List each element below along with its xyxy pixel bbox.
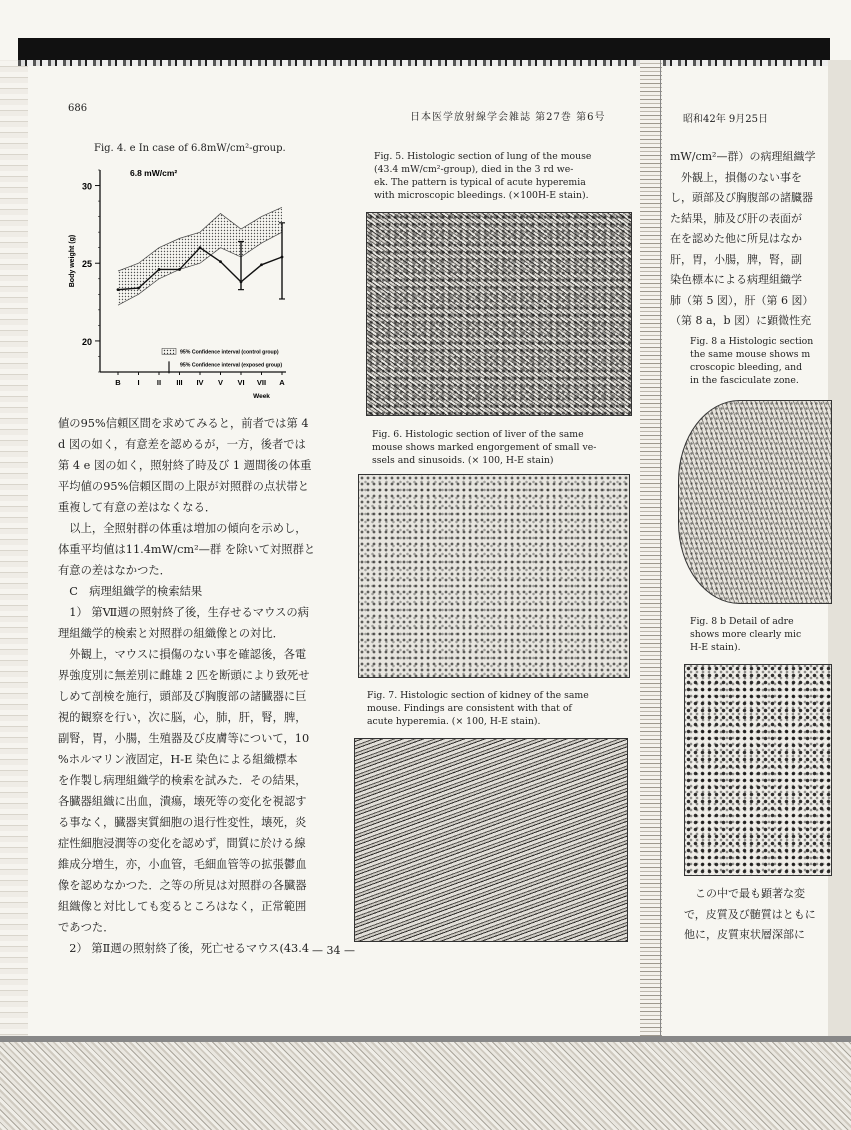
scan-margin-left <box>0 60 28 1040</box>
y-axis-label: Body weight (g) <box>69 234 76 288</box>
x-tick-label: III <box>176 378 183 387</box>
text-line: を作製し病理組織学的検索を試みた．その結果， <box>58 774 307 787</box>
left-column-text <box>58 413 320 959</box>
legend-label-control: 95% Confidence interval (control group) <box>180 349 279 356</box>
fig6-caption <box>372 428 596 467</box>
text-line: 重複して有意の差はなくなる． <box>58 501 217 514</box>
text-line: で，皮質及び髄質はともに <box>684 907 816 921</box>
page-edge <box>660 60 661 1040</box>
text-line: %ホルマリン液固定，H-E 染色による組織標本 <box>58 753 298 766</box>
x-axis-label: Week <box>253 393 270 400</box>
text-line: 像を認めなかつた．之等の所見は対照群の各臓器 <box>58 879 307 892</box>
caption-line: Fig. 7. Histologic section of kidney of the same <box>367 690 589 701</box>
caption-line: mouse shows marked engorgement of small ve- <box>372 442 597 453</box>
x-tick-label: V <box>217 378 224 387</box>
text-line: る事なく，臓器実質細胞の退行性変性，壊死，炎 <box>58 816 307 829</box>
text-line: （第 8 a，b 図）に顕微性充 <box>670 314 812 327</box>
data-point <box>219 260 222 263</box>
text-line: 体重平均値は11.4mW/cm²—群 を除いて対照群と <box>58 543 316 556</box>
fig6-liver-micrograph <box>358 474 630 678</box>
x-tick-label: VII <box>256 378 267 387</box>
x-tick-label: A <box>279 378 285 387</box>
y-tick-label: 30 <box>81 181 92 192</box>
caption-line: the same mouse shows m <box>690 349 811 360</box>
text-line: 維成分増生，亦，小血管，毛細血管等の拡張鬱血 <box>58 858 307 871</box>
fig8b-adrenal-detail-micrograph <box>684 664 832 876</box>
text-line: 1） 第Ⅶ週の照射終了後，生存せるマウスの病 <box>58 606 309 619</box>
page-number: 686 <box>68 103 88 114</box>
caption-line: croscopic bleeding, and <box>690 362 803 373</box>
text-line: しめて剖検を施行，頭部及び胸腹部の諸臓器に巨 <box>58 690 307 703</box>
journal-header: 日本医学放射線学会雑誌 第27巻 第6号 <box>410 112 606 123</box>
caption-line: ek. The pattern is typical of acute hyperemia <box>374 177 586 188</box>
text-line: た結果，肺及び肝の表面が <box>670 211 802 225</box>
caption-line: (43.4 mW/cm²-group), died in the 3 rd we- <box>374 164 574 175</box>
fig5-lung-micrograph <box>366 212 632 416</box>
fig5-caption <box>374 150 591 202</box>
caption-line: acute hyperemia. (× 100, H-E stain). <box>367 716 541 727</box>
data-point <box>178 268 181 271</box>
data-point <box>260 263 263 266</box>
text-line: 他に，皮質束状層深部に <box>684 928 805 941</box>
text-line: 外観上，損傷のない事を <box>670 170 802 184</box>
text-line: 界強度別に無差別に雌雄 2 匹を断頭により致死せ <box>58 669 310 682</box>
right-column-text <box>670 147 840 332</box>
text-line: この中で最も顕著な変 <box>684 887 805 900</box>
x-tick-label: IV <box>196 378 204 387</box>
text-line: 肺（第 5 図），肝（第 6 図） <box>670 293 814 307</box>
data-point <box>117 288 120 291</box>
x-tick-label: I <box>137 378 140 387</box>
text-line: 理組織学的検索と対照群の組織像との対比． <box>58 627 284 640</box>
text-line: 有意の差はなかつた． <box>58 564 171 577</box>
legend-label-exposed: 95% Confidence interval (exposed group) <box>180 362 283 369</box>
text-line: d 図の如く，有意差を認めるが，一方，後者では <box>58 438 306 451</box>
fig8b-caption <box>690 615 801 654</box>
caption-line: mouse. Findings are consistent with that of <box>367 703 572 714</box>
text-line: し，頭部及び胸腹部の諸臓器 <box>670 191 813 204</box>
y-tick-label: 25 <box>81 259 92 270</box>
right-column-text-bottom <box>684 884 844 946</box>
legend-swatch-control <box>162 348 176 354</box>
text-line: 各臓器組織に出血，潰瘍，壊死等の変化を視認す <box>58 795 307 808</box>
text-line: 副腎，胃，小腸，生殖器及び皮膚等について，10 <box>58 732 310 745</box>
body-weight-chart <box>58 160 298 400</box>
y-tick-label: 20 <box>81 336 92 347</box>
text-line: 染色標本による病理組織学 <box>670 273 802 286</box>
text-line: 値の95%信頼区間を求めてみると，前者では第 4 <box>58 417 309 430</box>
fig8a-caption <box>690 335 813 387</box>
right-page-date: 昭和42年 9月25日 <box>683 114 768 125</box>
text-line: 外観上，マウスに損傷のない事を確認後，各電 <box>58 648 307 661</box>
caption-line: Fig. 8 a Histologic section <box>690 336 814 347</box>
fig8a-adrenal-micrograph <box>678 400 832 604</box>
caption-line: ssels and sinusoids. (× 100, H-E stain) <box>372 455 554 466</box>
chart-title: 6.8 mW/cm² <box>130 168 178 178</box>
page-footer-number: — 34 — <box>312 944 355 957</box>
text-line: 2） 第Ⅱ週の照射終了後，死亡せるマウス(43.4 <box>58 942 310 955</box>
fig7-kidney-micrograph <box>354 738 628 942</box>
caption-line: H-E stain). <box>690 642 741 653</box>
caption-line: with microscopic bleedings. (×100H-E stain). <box>374 190 589 201</box>
x-tick-label: VI <box>237 378 245 387</box>
text-line: であつた． <box>58 921 115 934</box>
scan-shadow-top <box>18 38 830 60</box>
text-line: 症性細胞浸潤等の変化を認めず，間質に於ける線 <box>58 837 306 850</box>
caption-line: in the fasciculate zone. <box>690 375 799 386</box>
text-line: 第 4 e 図の如く，照射終了時及び 1 週間後の体重 <box>58 459 312 472</box>
text-line: 以上，全照射群の体重は増加の傾向を示めし， <box>58 522 307 535</box>
text-line: C 病理組織学的検索結果 <box>58 585 203 598</box>
scan-shadow-bottom <box>0 1036 851 1130</box>
caption-line: Fig. 5. Histologic section of lung of the mouse <box>374 151 592 162</box>
x-tick-label: B <box>115 378 121 387</box>
control-confidence-band <box>118 207 282 305</box>
text-line: 在を認めた他に所見はなか <box>670 232 802 245</box>
data-point <box>137 287 140 290</box>
fig4-caption: Fig. 4. e In case of 6.8mW/cm²-group. <box>94 143 286 154</box>
text-line: 平均値の95%信頼区間の上限が対照群の点状帯と <box>58 480 310 493</box>
caption-line: Fig. 6. Histologic section of liver of the same <box>372 429 584 440</box>
fig7-caption <box>367 689 589 728</box>
x-tick-label: II <box>156 378 162 387</box>
data-point <box>199 246 202 249</box>
text-line: mW/cm²—群）の病理組織学 <box>670 150 816 163</box>
text-line: 組織像と対比しても変るところはなく，正常範囲 <box>58 900 307 913</box>
text-line: 視的観察を行い，次に脳，心，肺，肝，腎，脾， <box>58 711 307 724</box>
book-gutter <box>640 60 662 1040</box>
text-line: 肝，胃，小腸，脾，腎，副 <box>670 252 802 266</box>
caption-line: shows more clearly mic <box>690 629 802 640</box>
data-point <box>158 268 161 271</box>
caption-line: Fig. 8 b Detail of adre <box>690 616 794 627</box>
